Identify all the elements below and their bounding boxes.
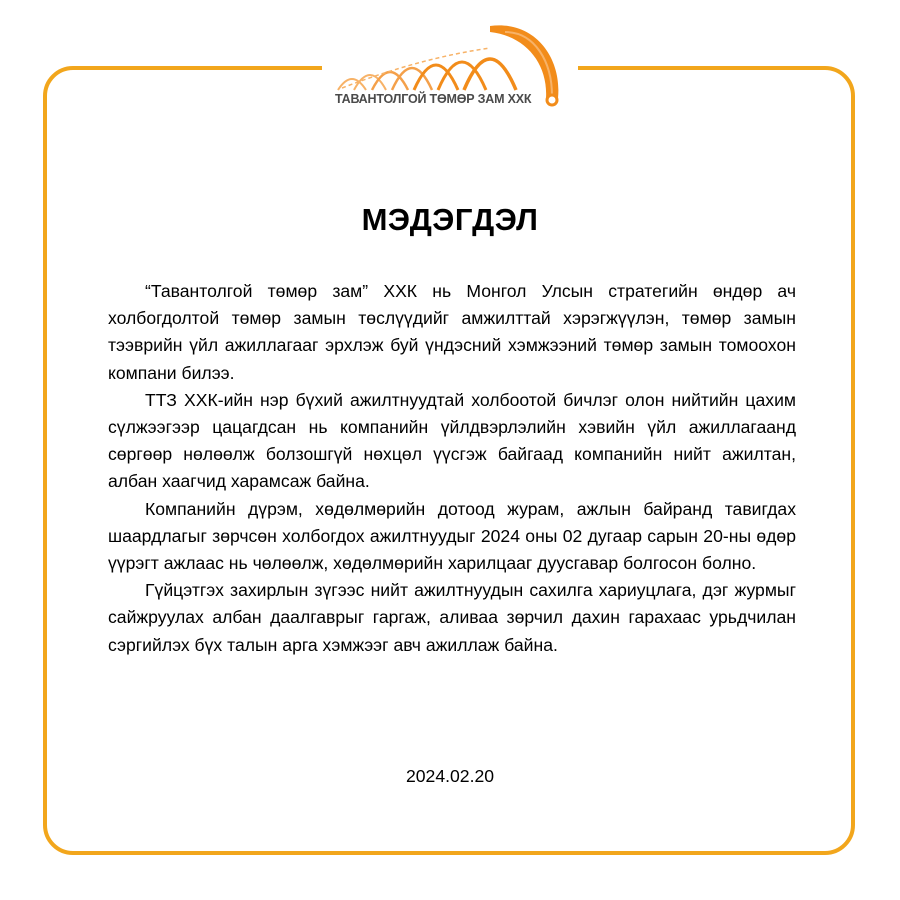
document-date: 2024.02.20	[405, 766, 495, 786]
paragraph: “Тавантолгой төмөр зам” ХХК нь Монгол Улсын стратегийн өндөр ач холбогдолтой төмөр замын төслүүдийг амжилттай хэрэгжүүлэн, төмөр замын тээврийн үйл ажиллагааг эрхлэж буй үндэсний хэмжээний төмөр замын томоохон компани билээ.	[108, 281, 796, 383]
logo-text: ТАВАНТОЛГОЙ ТӨМӨР ЗАМ ХХК	[335, 92, 532, 106]
company-logo	[330, 18, 575, 113]
page-title: МЭДЭГДЭЛ	[361, 202, 539, 237]
paragraph: Гүйцэтгэх захирлын зүгээс нийт ажилтнуудын сахилга хариуцлага, дэг журмыг сайжруулах албан даалгаврыг гаргаж, аливаа зөрчил дахин гарахаас урьдчилан сэргийлэх бүх талын арга хэмжээг авч ажиллаж байна.	[108, 580, 796, 655]
paragraph: Компанийн дүрэм, хөдөлмөрийн дотоод журам, ажлын байранд тавигдах шаардлагыг зөрчсөн холбогдох ажилтнуудыг 2024 оны 02 дугаар сарын 20-ны өдөр үүрэгт ажлаас нь чөлөөлж, хөдөлмөрийн харилцааг дуусгавар болгосон болно.	[108, 498, 796, 574]
paragraph: ТТЗ ХХК-ийн нэр бүхий ажилтнуудтай холбоотой бичлэг олон нийтийн цахим сүлжээгээр цацагдсан нь компанийн үйлдвэрлэлийн хэвийн үйл ажиллагаанд сөргөөр нөлөөлж болзошгүй нөхцөл үүсгэж байгаад компанийн нийт ажилтан, албан хаагчид харамсаж байна.	[108, 389, 796, 492]
document-body	[108, 278, 796, 659]
